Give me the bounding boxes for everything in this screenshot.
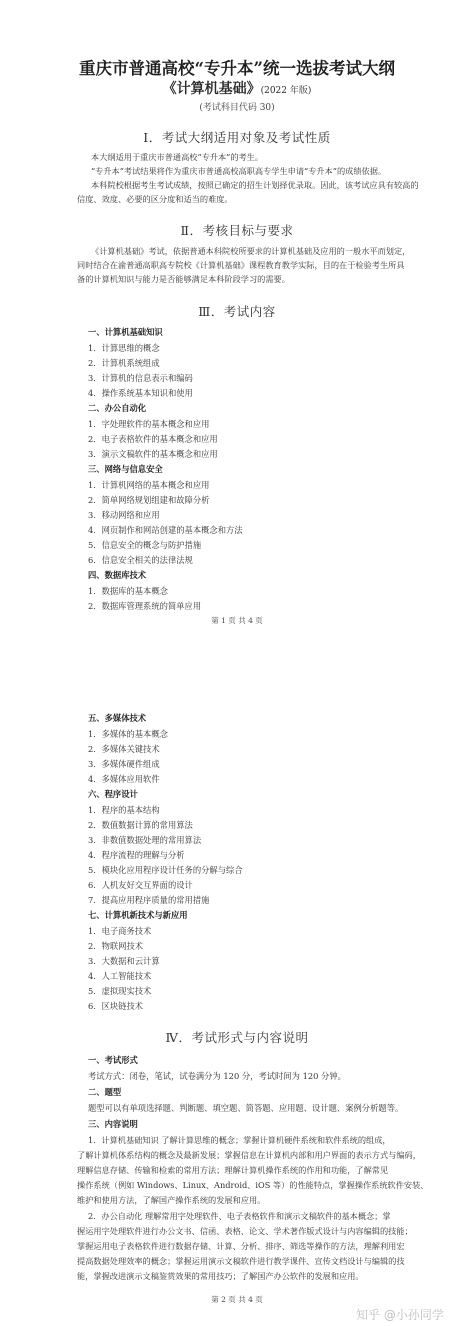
list-item: 1．字处理软件的基本概念和应用 [88, 419, 210, 429]
list-item: 1．计算思维的概念 [88, 343, 160, 353]
list-item: 2．电子表格软件的基本概念和应用 [88, 434, 218, 444]
type-text: 题型可以有单项选择题、判断题、填空题、简答题、应用题、设计题、案例分析题等。 [88, 1103, 404, 1113]
group-title: 二、办公自动化 [88, 403, 147, 413]
section-2-heading: Ⅱ．考核目标与要求 [180, 223, 294, 238]
content-line: 理解信息存储、传输和检索的常用方法；理解计算机操作系统的作用和功能，了解常见 [77, 1165, 389, 1175]
list-item: 3．计算机的信息表示和编码 [88, 373, 193, 383]
group-title: 一、计算机基础知识 [88, 327, 163, 337]
list-item: 3．演示文稿软件的基本概念和应用 [88, 449, 218, 459]
section-3-heading: Ⅲ．考试内容 [198, 304, 276, 319]
section-4-heading: Ⅳ．考试形式与内容说明 [165, 1030, 309, 1045]
content-line: 2．办公自动化 理解常用字处理软件、电子表格软件和演示文稿软件的基本概念；掌 [88, 1211, 391, 1221]
list-item: 2．数据库管理系统的简单应用 [88, 601, 202, 611]
list-item: 6．人机友好交互界面的设计 [88, 880, 193, 890]
list-item: 2．计算机系统组成 [88, 358, 160, 368]
content-line: 握运用字处理软件进行办公文书、信函、表格、论文、学术著作版式设计与内容编辑的技能； [77, 1226, 413, 1236]
list-item: 2．物联网技术 [88, 941, 144, 951]
group-title: 六、程序设计 [88, 789, 138, 799]
page-footer: 第 1 页 共 4 页 [211, 616, 263, 625]
subject-name: 《计算机基础》 [162, 81, 261, 97]
list-item: 1．计算机网络的基本概念和应用 [88, 480, 210, 490]
list-item: 6．区块链技术 [88, 1001, 144, 1011]
section-1-paragraph: 本大纲适用于重庆市普通高校“专升本”的考生。 [91, 152, 264, 162]
content-title: 三、内容说明 [88, 1119, 138, 1129]
group-title: 四、数据库技术 [88, 570, 147, 580]
list-item: 1．程序的基本结构 [88, 805, 160, 815]
list-item: 3．多媒体硬件组成 [88, 759, 160, 769]
content-line: 了解计算机体系结构的概念及最新发展；掌握信息在计算机内部和用户界面的表示方式与编码， [77, 1150, 421, 1160]
section-1-paragraph: 本科院校根据考生考试成绩，按照已确定的招生计划择优录取。因此，该考试应具有较高的 [91, 180, 419, 190]
list-item: 4．人工智能技术 [88, 971, 152, 981]
form-title: 一、考试形式 [88, 1055, 138, 1065]
edition-note: (2022 年版) [260, 86, 312, 96]
content-line: 能，掌握改进演示文稿鉴赏效果的常用技巧；了解国产办公软件的发展和应用。 [77, 1271, 364, 1281]
list-item: 2．简单网络规划组建和故障分析 [88, 495, 210, 505]
list-item: 3．移动网络和应用 [88, 510, 160, 520]
content-line: 提高数据处理效率的概念；掌握运用演示文稿软件进行教学课件、宣传文档设计与编辑的技 [77, 1256, 405, 1266]
document-page-1 [0, 0, 474, 640]
list-item: 3．大数据和云计算 [88, 956, 160, 966]
document-page-2 [0, 690, 474, 1326]
list-item: 2．多媒体关键技术 [88, 744, 160, 754]
content-line: 维护和使用方法，了解国产操作系统的发展和应用。 [77, 1195, 266, 1205]
group-title: 三、网络与信息安全 [88, 464, 163, 474]
list-item: 1．多媒体的基本概念 [88, 729, 168, 739]
list-item: 6．信息安全相关的法律法规 [88, 555, 193, 565]
group-title: 七、计算机新技术与新应用 [88, 910, 188, 920]
subject-code: (考试科目代码 30) [199, 103, 275, 113]
list-item: 5．信息安全的概念与防护措施 [88, 540, 202, 550]
watermark: 知乎 @小孙同学 [356, 1308, 444, 1322]
list-item: 4．网页制作和网站创建的基本概念和方法 [88, 525, 243, 535]
section-2-paragraph: 同时结合在渝普通高职高专院校《计算机基础》课程教育教学实际，目的在于检验考生所具 [77, 260, 405, 270]
document-title: 重庆市普通高校“专升本”统一选拔考试大纲 [79, 59, 395, 78]
type-title: 二、题型 [88, 1087, 122, 1097]
form-text: 考试方式：闭卷，笔试，试卷满分为 120 分，考试时间为 120 分钟。 [88, 1071, 346, 1081]
content-line: 掌握运用电子表格软件进行数据存储、计算、分析、排序、筛选等操作的方法，理解利用宏 [77, 1241, 405, 1251]
page-gap [0, 640, 474, 690]
list-item: 5．虚拟现实技术 [88, 986, 152, 996]
list-item: 4．操作系统基本知识和使用 [88, 388, 193, 398]
list-item: 7．提高应用程序质量的常用措施 [88, 895, 210, 905]
document-subtitle [0, 78, 474, 98]
list-item: 5．模块化应用程序设计任务的分解与综合 [88, 865, 243, 875]
list-item: 3．非数值数据处理的常用算法 [88, 835, 202, 845]
section-1-paragraph: “专升本”考试结果将作为重庆市普通高校高职高专学生申请“专升本”的成绩依据。 [91, 166, 387, 176]
section-2-paragraph: 备的计算机知识与能力是否能够满足本科阶段学习的需要。 [77, 274, 290, 284]
list-item: 4．多媒体应用软件 [88, 774, 160, 784]
list-item: 1．数据库的基本概念 [88, 586, 168, 596]
content-line: 操作系统（例如 Windows、Linux、Android、iOS 等）的性能特点，掌握操作系统软件安装、 [77, 1180, 429, 1190]
section-2-paragraph: 《计算机基础》考试，依据普通本科院校所要求的计算机基础及应用的一般水平而划定， [91, 246, 411, 256]
list-item: 1．电子商务技术 [88, 926, 152, 936]
page-footer: 第 2 页 共 4 页 [211, 1295, 263, 1304]
list-item: 2．数值数据计算的常用算法 [88, 820, 193, 830]
section-1-paragraph: 信度、效度、必要的区分度和适当的难度。 [77, 194, 233, 204]
section-1-heading: Ⅰ．考试大纲适用对象及考试性质 [143, 130, 331, 145]
group-title: 五、多媒体技术 [88, 713, 147, 723]
content-line: 1．计算机基础知识 了解计算思维的概念；掌握计算机硬件系统和软件系统的组成， [88, 1135, 391, 1145]
list-item: 4．程序流程的理解与分析 [88, 850, 185, 860]
